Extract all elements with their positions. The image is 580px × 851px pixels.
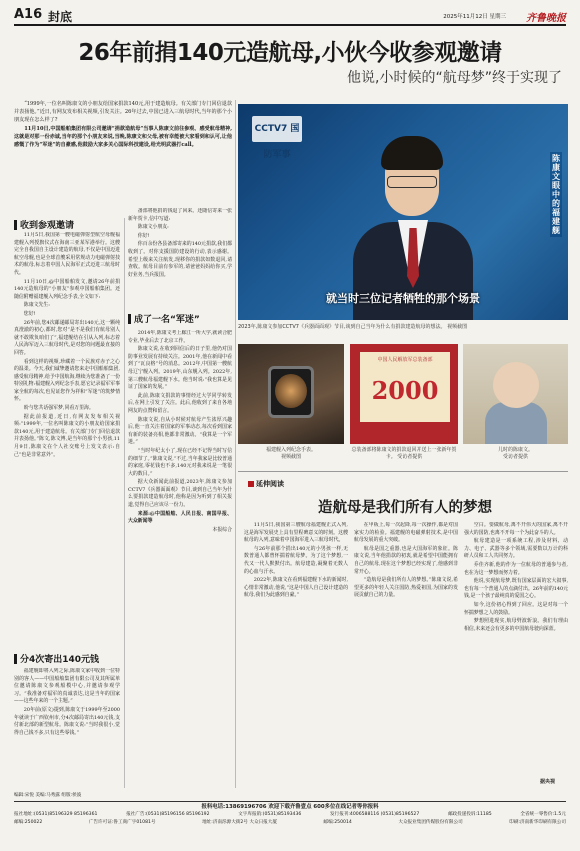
heading-bar [128,314,131,324]
source-note: 来源:@中国船舶、人民日报、南国早报、大众新闻等 [128,510,232,525]
paragraph: 他说,实现航母梦,既有国家层面的宏大叙事,也有每一个普通人的点滴付出。26年前的140元钱,是一个孩子最纯真的爱国之心。 [464,578,568,600]
hair-shape [381,136,443,170]
main-photo-credit: 2023年,陈康文参加CCTV7《兵器面面观》节目,谈到自己当年为什么有捐款建造航母的想法。 视频截图 [238,324,468,330]
article-column-1b [14,668,120,786]
paragraph: 20年前(原文)提到,陈康文于1999年至2000年就读于广西钦州市,分4次邮局寄出140元钱,支付新北部的新型航母。陈康文说:“当时我很小,觉得自己钱不多,只有这些零钱。” [14,706,120,736]
section-heading-1 [14,218,74,231]
paragraph: 与26年前那个捐出140元的小男孩一样,无数普通人都曾怀揣着航母梦。为了这个梦想,一代又一代人默默付出。航母建造,凝聚着无数人的心血与汗水。 [244,545,348,575]
footer-item: 报社地址:(0531)85196329 85196361 [14,812,98,818]
page-header [14,6,566,26]
photo-side-caption: 陈康文眼中的福建舰 [552,154,560,235]
footer-row-1 [14,811,566,818]
paragraph: 空白。要做航母,离不开伟大的国家,离不开强大的国防,也离不开每一个为此奋斗的人。 [464,522,568,536]
greeting-card-photo [350,344,458,444]
article-column-2a [128,208,232,308]
photo-subtitle: 就当时三位记者牺牲的那个场景 [326,292,480,305]
paragraph: 26年前,您4次邮递邮局寄出140元,这一颗纯真澄澈的初心,都时,您对“是不是我们有航母别人就不敢欺负咱们了”,福建舰结在引从入列,标志着人民海军迈入三航母时代,是对您的问题最直接的回答。 [14,319,120,356]
watch-photo [238,344,344,444]
paragraph: 11月10日,@中国船舶发文,邀请26年前捐140元造航母的“小朋友”参观中国船舶集团。还随信附赠福建舰入列纪念手表,全文如下: [14,278,120,300]
paragraph: 如今,这份初心得到了回应。这是对每一个怀揣梦想之人的鼓励。 [464,601,568,616]
paragraph: 乔佳齐新,他的作为一位航母的普通参与者,也在为这一梦想而努力着。 [464,561,568,576]
extended-byline: 据央视 [540,779,556,785]
paragraph: 陈康文说,在收到回信后的日子里,他仍对国防事业发展有持续关注。2001年,他在新闻中看到了“瓦良格”号的消息。2012年,中国第一艘航母辽宁舰入列。2019年,山东舰入列。2022年,第三艘航母福建舰下水。他当时说:“我也算是见证了国家的发展。” [128,346,232,391]
issue-date: 2025年11月12日 星期三 [443,14,506,20]
childhood-photo-caption: 儿时的陈康文。 受访者提供 [497,447,533,460]
childhood-photo [463,344,568,444]
newspaper-logo: 齐鲁晚报 [526,13,566,24]
greeting-card-title: 中国人民解放军总装备部 [377,357,433,363]
heading-bar [14,220,17,230]
article-column-1 [14,232,120,648]
paragraph: 据此前报道,近日,有网友发布相关视频:“1999年,一位名叫陈康文的小朋友给国家捐款140元,用于建造航母。有关部门专门回信退款并表扬他。”陈文,陈文博,是当年的那个小男孩,11月9日,陈康文在个人社交账号上发文表示:自己“也是非常意外”。 [14,413,120,458]
child-face [493,362,539,408]
tag-marker-icon [248,481,254,487]
paragraph: 此前,陈康文捐款的事情经过大学同学转发后,在网上引发了关注。此后,他收到了来自各地网友的点赞和留言。 [128,392,232,414]
main-photo [238,104,568,320]
lead-paragraph-2: 11月10日,中国船舶集团有限公司邀请“捐款造航母”当事人陈康文前往参观、感受航母精神,这就是对那一份赤诚,当年的那个小朋友来说,当晚,陈康文和父母,被有幸能被大家看到和认可,让他感慨了作为“军迷”的自豪感,他鼓励大家多关心国际科技建设,给光明武器打call。 [14,125,232,149]
tv-channel-logo: CCTV7 国防军事 [252,116,302,142]
footer-item: 全省统一零售价:1.5元 [520,812,566,818]
footer-item: 报社广告:(0531)85196156 85196192 [126,812,210,818]
footer-item: 邮政投递投诉:11185 [447,812,492,818]
extended-reading-tag [248,479,284,489]
column-divider [124,218,125,788]
paragraph: 陈康文说,自从小时候对航母产生浓厚兴趣后,他一直关注着国家的军事动态,每次看到国家有新的装备亮相,他都非常激动。“我算是一个军迷。” [128,416,232,446]
footer-item: 邮编:250022 [14,819,43,825]
paragraph: “当时年纪太小了,现在已经不记得当时写信的细节了。”陈康文说,“不过,当年我家是比较普通的家庭,零花钱也不多,140元对我来说是一笔很大的数目。” [128,447,232,477]
paragraph: 福建舰即将入列之际,陈康文家中收到一位特别的客人——中国船舶集团有限公司及其所属单位邀请陈康文参观船模中心,并邀请参观学习。“我准备对福军的真诚表达,这是当年的国家——这些年来的一个主题。” [14,668,120,705]
section-heading-text: 分4次寄出140元钱 [20,655,100,665]
paragraph: 航母是国之重器,也是大国海军的象征。陈康文说,当年他捐款的初衷,就是希望中国能拥有自己的航母,现在这个梦想已经实现了,他感到非常开心。 [354,545,458,575]
paragraph: 看到这样的视频,珍藏着一个民族对赤子之心的温柔。今天,我们诚挚邀请您来走中国船舶集团,感受航母精神,给予中国航海,继续为您准备了一份特别礼物:福建舰入列纪念手表,愿它记录福军军事家全航的每次,也见证您作为祥和“军迷”的筑梦情怀。 [14,358,120,403]
headline: 26年前捐140元造航母,小伙今收参观邀请 [78,40,502,66]
paragraph: 11月5日,我国第一艘电磁弹射型航空母舰福建舰入列授旗仪式在海南三亚某军港举行。这艘完全自我国自主设计建造的航母,不仅是中国迈进航空母舰,也是全球首艘采用常规动力电磁弹射技术的航母,标志着中国人民海军正式迈进三航母时代。 [14,232,120,276]
footer-row-2 [14,819,566,826]
lead-paragraphs [14,100,232,149]
paragraph: 您好! [23,310,36,317]
extended-column-2 [354,522,458,788]
article-column-2b [128,330,232,788]
paragraph: 11月5日,我国第三艘航母福建舰正式入列,这是海军发展史上具有里程碑意义的时刻。这艘航母的入列,意味着中国海军进入三航母时代。 [244,522,348,544]
paragraph: 2022年,陈康文在看到福建舰下水的新闻时,心情非常激动,他说,“这是中国人自己设计建造的航母,我们为此感到自豪。” [244,577,348,599]
greeting-card-caption: 总装备部将陈康文的捐款退回并送上一张新年贺卡。 受访者提供 [351,447,457,460]
paragraph: 你百余份各县备部寄来的140元捐款,我们都收到了。对你支援国防建设的行动,表示感谢。希望上级来关注航发,现移你的捐款如数退回,请查收。航母目前有参军的,请爸爸妈妈给你买,学好业务,当兵报国。 [128,241,232,278]
paragraph: 据大众新闻此前报道,2023年,陈康文参加CCTV7《兵器面面观》节目,谈到自己当年为什么要捐款建造航母时,他称是因为听到了相关报道,觉得自己应该尽一份力。 [128,479,232,509]
greeting-card-year: 2000 [371,376,439,405]
paragraph: 陈康文先生: [23,302,50,309]
paragraph: “造航母是我们所有人的梦想。”陈康文说,希望更多的年轻人关注国防,热爱祖国,为国家的发展贡献自己的力量。 [354,577,458,599]
section-name: 封底 [48,10,73,24]
lead-paragraph-1: “1999年,一位名叫陈康文的小朋友给国家捐款140元,用于建造航母。有关部门专门回信退款并表扬他。”近日,有网友发布相关视频,引发关注。26年过去,中国已进入三航母时代,当年的那个小朋友现在怎么样了? [14,101,232,124]
glasses-shape [387,176,437,188]
child-body [485,402,547,444]
paragraph: 航母建造是一项系统工程,涉及材料、动力、电子、武器等多个领域,需要数以万计的科研人员和工人共同努力。 [464,538,568,560]
watch-photo-caption: 福建舰入列纪念手表。 视频截图 [265,447,316,460]
section-heading-text: 收到参观邀请 [20,221,75,231]
extended-article-title: 造航母是我们所有人的梦想 [318,500,492,516]
footer-item: 发行报刊:4006588116 (0531)85196527 [330,812,420,818]
column-divider [235,100,236,788]
footer-item: 大众报业集团传媒股份有限公司 [398,819,463,825]
editor-credits: 编辑:宋悦 美编:马秀露 组版:侯波 [14,793,82,798]
paragraph: 你好! [137,232,150,239]
footer-item: 地址:济南泺源大街2号 大众日报大厦 [202,819,277,825]
subheadline: 他说,小时候的“航母梦”终于实现了 [347,70,562,86]
page-footer [14,801,566,826]
paragraph: 备部将他捐的钱退了回来。还随信寄来一张新年贺卡,信中写道: [128,208,232,222]
extended-column-1 [244,522,348,788]
heading-bar [14,654,17,664]
section-heading-text: 成了一名“军迷” [134,315,200,325]
section-heading-3 [14,652,99,665]
extended-column-3 [464,522,568,776]
extended-reading-label: 延伸阅读 [256,480,284,488]
paragraph: 盼与您共话强军梦,同看万里海。 [23,405,94,412]
watch-dial [275,374,307,408]
paragraph: 2014年,陈康文考上廊江一所大学,就读合肥专业,毕业后去了北京工作。 [128,330,232,344]
paragraph: 在甲板上,每一次起降,每一次操作,都是对国家实力的检验。福建舰的电磁弹射技术,是中国航母发展的重大突破。 [354,522,458,544]
footer-item: 邮编:250014 [323,819,352,825]
section-divider [238,471,568,472]
paragraph: 梦想照进现实,航母劈波斩浪。我们有理由相信,未来还会有更多的中国航母驶向深蓝。 [464,618,568,632]
section-heading-2 [128,312,200,325]
footer-item: 文字库报销:(0531)85193436 [238,812,302,818]
byline: 本报综合 [212,526,232,533]
hotline-banner: 报料电话:13869196706 欢迎下载齐鲁壹点 600多位在线记者等你报料 [201,804,379,810]
footer-item: 广告许可证:鲁工商广字01081号 [88,819,156,825]
page-number: A16 [14,7,43,22]
footer-item: 印刷:济南新华印刷有限公司 [509,819,566,825]
paragraph: 陈康文小朋友: [137,224,169,231]
